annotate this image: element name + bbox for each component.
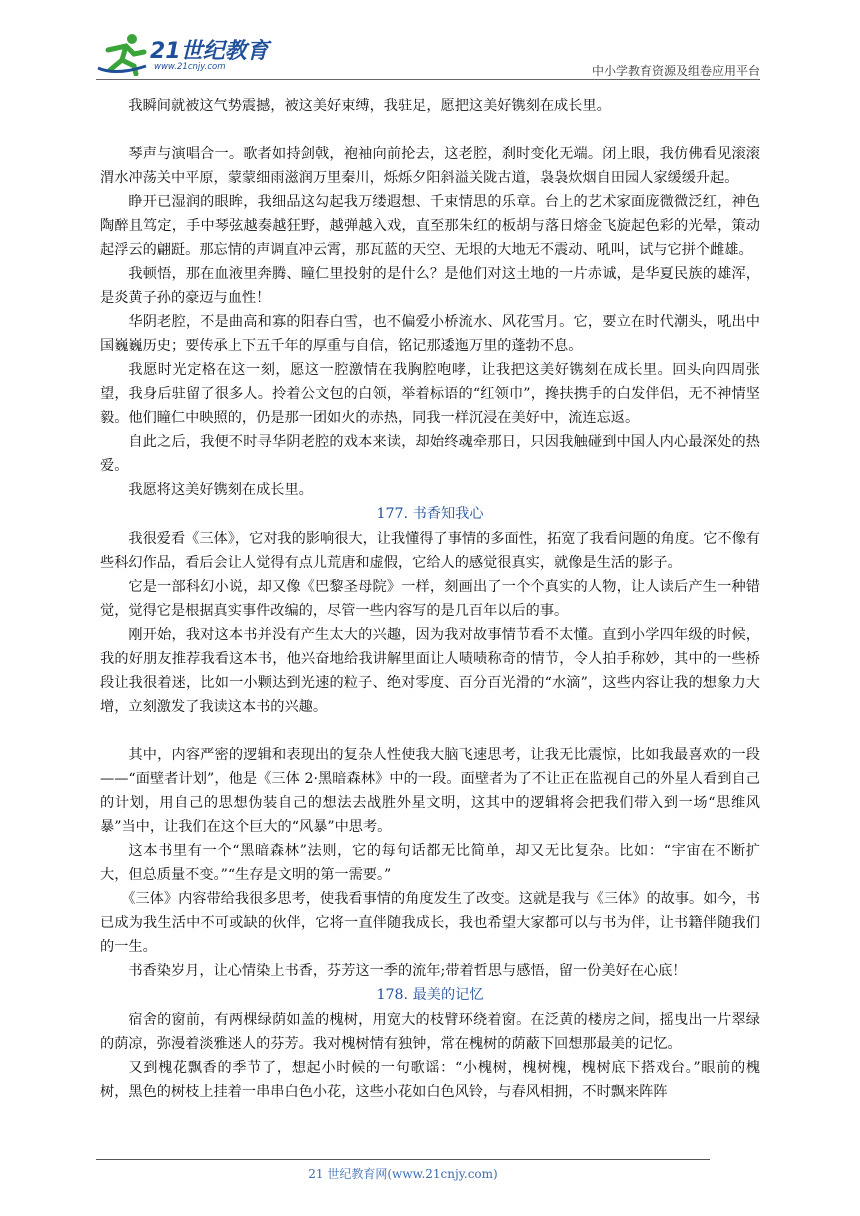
paragraph: 睁开已湿润的眼眸，我细品这勾起我万缕遐想、千束情思的乐章。台上的艺术家面庞微微泛红，神色陶醉且笃定，手中琴弦越奏越狂野，越弹越入戏，直至那朱红的板胡与落日熔金飞旋起色彩的光晕，策动起浮云的翩跹。那忘情的声调直冲云霄，那瓦蓝的天空、无垠的大地无不震动、吼叫，试与它拼个雌雄。 <box>100 194 760 258</box>
paragraph: 书香染岁月，让心情染上书香，芬芳这一季的流年;带着哲思与感悟，留一份美好在心底！ <box>128 963 687 979</box>
paragraph: 《三体》内容带给我很多思考，使我看事情的角度发生了改变。这就是我与《三体》的故事。如今，书已成为我生活中不可或缺的伙伴，它将一直伴随我成长，我也希望大家都可以与书为伴，让书籍伴随我们的一生。 <box>100 891 760 955</box>
paragraph: 它是一部科幻小说，却又像《巴黎圣母院》一样，刻画出了一个个真实的人物，让人读后产生一种错觉，觉得它是根据真实事件改编的，尽管一些内容写的是几百年以后的事。 <box>100 579 760 619</box>
page-footer[interactable]: 21 世纪教育网(www.21cnjy.com) <box>308 1167 498 1181</box>
paragraph: 我愿时光定格在这一刻，愿这一腔激情在我胸腔咆哮，让我把这美好镌刻在成长里。回头向四周张望，我身后驻留了很多人。拎着公文包的白领，举着标语的“红领巾”，搀扶携手的白发伴侣，无不神情坚毅。他们瞳仁中映照的，仍是那一团如火的赤热，同我一样沉浸在美好中，流连忘返。 <box>100 362 760 426</box>
page-header <box>96 30 760 80</box>
paragraph: 琴声与演唱合一。歌者如持剑戟，袍袖向前抡去，这老腔，刹时变化无端。闭上眼，我仿佛看见滚滚渭水冲荡关中平原，蒙蒙细雨滋润万里秦川，烁烁夕阳斜溢关陇古道，袅袅炊烟自田园人家缓缓升起。 <box>100 146 760 186</box>
paragraph: 又到槐花飘香的季节了，想起小时候的一句歌谣：“小槐树，槐树槐，槐树底下搭戏台。”眼前的槐树，黑色的树枝上挂着一串串白色小花，这些小花如白色风铃，与春风相拥，不时飘来阵阵 <box>100 1060 760 1100</box>
header-divider <box>96 79 760 80</box>
paragraph: 我很爱看《三体》，它对我的影响很大，让我懂得了事情的多面性，拓宽了我看问题的角度。它不像有些科幻作品，看后会让人觉得有点儿荒唐和虚假，它给人的感觉很真实，就像是生活的影子。 <box>100 531 760 571</box>
paragraph: 我瞬间就被这气势震撼，被这美好束缚，我驻足，愿把这美好镌刻在成长里。 <box>128 98 611 114</box>
site-logo[interactable] <box>96 30 269 78</box>
document-body <box>100 94 760 1104</box>
section-heading-178: 178. 最美的记忆 <box>376 987 484 1003</box>
paragraph: 刚开始，我对这本书并没有产生太大的兴趣，因为我对故事情节看不太懂。直到小学四年级的时候，我的好朋友推荐我看这本书，他兴奋地给我讲解里面让人啧啧称奇的情节，令人拍手称妙，其中的一些桥段让我很着迷，比如一小颗达到光速的粒子、绝对零度、百分百光滑的“水滴”，这些内容让我的想象力大增，立刻激发了我读这本书的兴趣。 <box>100 627 760 715</box>
paragraph: 自此之后，我便不时寻华阴老腔的戏本来读，却始终魂牵那日，只因我触碰到中国人内心最深处的热爱。 <box>100 434 760 474</box>
runner-logo-icon <box>96 32 148 76</box>
paragraph: 我顿悟，那在血液里奔腾、瞳仁里投射的是什么？是他们对这土地的一片赤诚，是华夏民族的雄浑，是炎黄子孙的豪迈与血性！ <box>100 266 760 306</box>
logo-text: 21世纪教育 <box>150 39 269 64</box>
paragraph: 这本书里有一个“黑暗森林”法则，它的每句话都无比简单，却又无比复杂。比如：“宇宙在不断扩大，但总质量不变。”“生存是文明的第一需要。” <box>100 843 760 883</box>
logo-url: www.21cnjy.com <box>154 62 226 72</box>
footer-divider <box>96 1159 710 1160</box>
paragraph: 华阴老腔，不是曲高和寡的阳春白雪，也不偏爱小桥流水、风花雪月。它，要立在时代潮头，吼出中国巍巍历史；要传承上下五千年的厚重与自信，铭记那逶迤万里的蓬勃不息。 <box>100 314 760 354</box>
paragraph: 其中，内容严密的逻辑和表现出的复杂人性使我大脑飞速思考，让我无比震惊，比如我最喜欢的一段——“面壁者计划”，他是《三体 2·黑暗森林》中的一段。面壁者为了不让正在监视自己的外星人看到自己的计划，用自己的思想伪装自己的想法去战胜外星文明，这其中的逻辑将会把我们带入到一场“思维风暴”当中，让我们在这个巨大的“风暴”中思考。 <box>100 747 760 835</box>
paragraph: 我愿将这美好镌刻在成长里。 <box>128 482 313 498</box>
platform-name: 中小学教育资源及组卷应用平台 <box>591 64 760 78</box>
paragraph: 宿舍的窗前，有两棵绿荫如盖的槐树，用宽大的枝臂环绕着窗。在泛黄的楼房之间，摇曳出一片翠绿的荫凉，弥漫着淡雅迷人的芬芳。我对槐树情有独钟，常在槐树的荫蔽下回想那最美的记忆。 <box>100 1012 760 1052</box>
section-heading-177: 177. 书香知我心 <box>376 506 484 522</box>
